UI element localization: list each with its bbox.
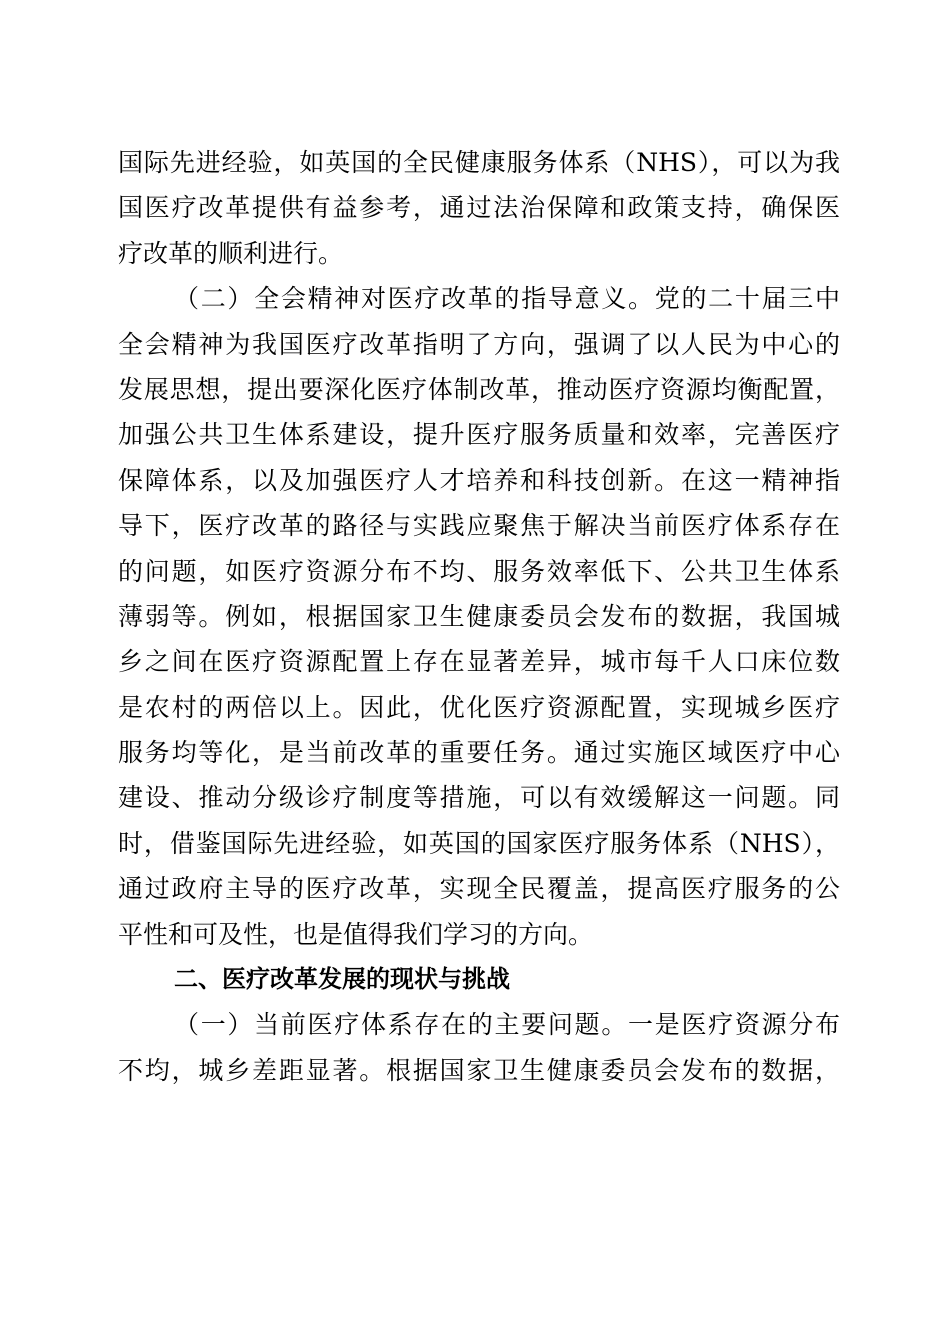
text-line: （一）当前医疗体系存在的主要问题。一是医疗资源分布 xyxy=(174,1010,840,1040)
heading-text: 二、医疗改革发展的现状与挑战 xyxy=(174,965,510,994)
text-line: 建设、推动分级诊疗制度等措施，可以有效缓解这一问题。同 xyxy=(118,783,840,813)
document-body xyxy=(118,140,840,1093)
text-line: 时，借鉴国际先进经验，如英国的国家医疗服务体系（NHS）， xyxy=(118,828,840,858)
section-heading xyxy=(118,957,840,1002)
text-line: 国际先进经验，如英国的全民健康服务体系（NHS），可以为我 xyxy=(118,148,840,177)
text-line: 保障体系，以及加强医疗人才培养和科技创新。在这一精神指 xyxy=(118,465,840,495)
text-line: 全会精神为我国医疗改革指明了方向，强调了以人民为中心的 xyxy=(118,329,840,359)
text-line: 薄弱等。例如，根据国家卫生健康委员会发布的数据，我国城 xyxy=(118,601,840,631)
text-line: 疗改革的顺利进行。 xyxy=(118,238,344,268)
text-line: 导下，医疗改革的路径与实践应聚焦于解决当前医疗体系存在 xyxy=(118,511,840,541)
paragraph-continuation xyxy=(118,140,840,276)
text-line: 的问题，如医疗资源分布不均、服务效率低下、公共卫生体系 xyxy=(118,556,840,586)
text-line: 服务均等化，是当前改革的重要任务。通过实施区域医疗中心 xyxy=(118,738,840,768)
text-line: 是农村的两倍以上。因此，优化医疗资源配置，实现城乡医疗 xyxy=(118,692,840,722)
text-line: 加强公共卫生体系建设，提升医疗服务质量和效率，完善医疗 xyxy=(118,420,840,450)
text-line: （二）全会精神对医疗改革的指导意义。党的二十届三中 xyxy=(174,284,840,314)
text-line: 乡之间在医疗资源配置上存在显著差异，城市每千人口床位数 xyxy=(118,647,840,677)
paragraph-section-two xyxy=(118,276,840,957)
text-line: 发展思想，提出要深化医疗体制改革，推动医疗资源均衡配置， xyxy=(118,374,840,404)
text-line: 平性和可及性，也是值得我们学习的方向。 xyxy=(118,919,594,949)
text-line: 通过政府主导的医疗改革，实现全民覆盖，提高医疗服务的公 xyxy=(118,874,840,904)
text-line: 不均，城乡差距显著。根据国家卫生健康委员会发布的数据， xyxy=(118,1055,840,1085)
paragraph-section-one xyxy=(118,1002,840,1093)
text-line: 国医疗改革提供有益参考，通过法治保障和政策支持，确保医 xyxy=(118,193,840,223)
